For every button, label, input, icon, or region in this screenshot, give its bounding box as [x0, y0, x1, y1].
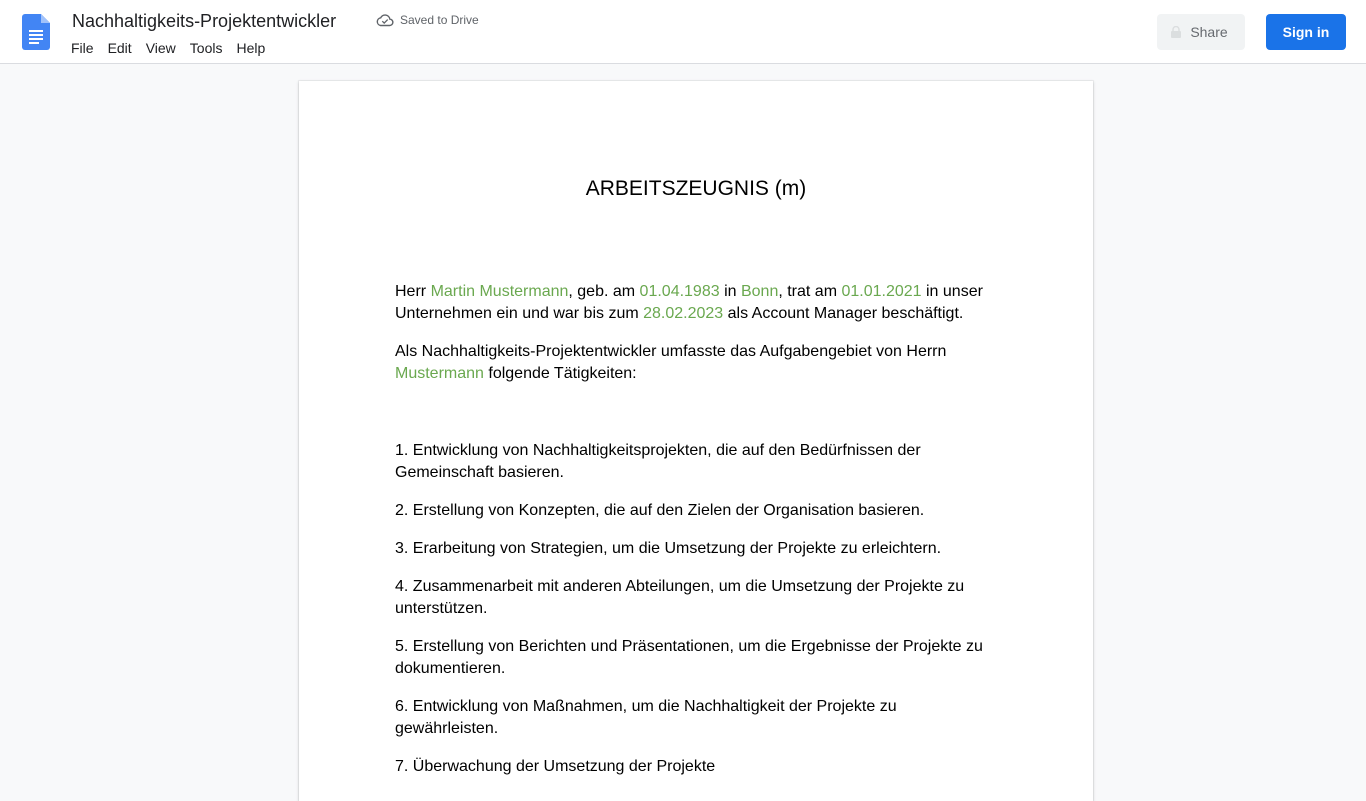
tasks-intro-text: Als Nachhaltigkeits-Projektentwickler umfasste das Aufgabengebiet von Herrn	[395, 343, 947, 360]
end-date: 28.02.2023	[643, 305, 724, 322]
intro-text: in	[719, 283, 741, 300]
task-item-7: 7. Überwachung der Umsetzung der Projekte	[395, 758, 716, 775]
intro-text: in unser Unternehmen ein und war bis zum	[395, 283, 983, 322]
task-item-2: 2. Erstellung von Konzepten, die auf den Zielen der Organisation basieren.	[395, 502, 925, 519]
document-canvas[interactable]	[0, 65, 1366, 775]
intro-text: Herr	[395, 283, 431, 300]
google-docs-icon[interactable]	[22, 14, 50, 50]
task-item-6: 6. Entwicklung von Maßnahmen, um die Nachhaltigkeit der Projekte zu gewährleisten.	[395, 698, 897, 737]
menu-edit[interactable]: Edit	[107, 40, 132, 56]
tasks-intro-text: folgende Tätigkeiten:	[483, 365, 637, 382]
start-date: 01.01.2021	[841, 283, 922, 300]
intro-paragraph	[395, 281, 997, 325]
share-button[interactable]	[1157, 14, 1245, 50]
menu-tools[interactable]: Tools	[189, 40, 223, 56]
document-page[interactable]	[299, 81, 1093, 801]
menu-view[interactable]: View	[145, 40, 176, 56]
menu-file[interactable]: File	[71, 40, 94, 56]
task-item-4: 4. Zusammenarbeit mit anderen Abteilungen, um die Umsetzung der Projekte zu unterstützen.	[395, 578, 965, 617]
menu-bar	[64, 38, 272, 58]
save-status-label: Saved to Drive	[400, 13, 479, 27]
cloud-done-icon	[376, 13, 394, 27]
tasks-intro-paragraph	[395, 341, 997, 385]
employee-name: Martin Mustermann	[430, 283, 569, 300]
document-title[interactable]: Nachhaltigkeits-Projektentwickler	[72, 11, 337, 31]
intro-text: , trat am	[778, 283, 842, 300]
birth-place: Bonn	[740, 283, 779, 300]
lock-icon	[1171, 26, 1181, 38]
task-item-3: 3. Erarbeitung von Strategien, um die Umsetzung der Projekte zu erleichtern.	[395, 540, 942, 557]
save-status[interactable]	[376, 13, 479, 27]
document-heading: ARBEITSZEUGNIS (m)	[585, 177, 807, 200]
task-item-5: 5. Erstellung von Berichten und Präsentationen, um die Ergebnisse der Projekte zu dokumentieren.	[395, 638, 983, 677]
top-bar	[0, 0, 1366, 64]
share-button-label: Share	[1190, 24, 1228, 40]
document-body	[395, 281, 997, 794]
sign-in-button[interactable]: Sign in	[1266, 14, 1346, 50]
menu-help[interactable]: Help	[236, 40, 266, 56]
task-item-1: 1. Entwicklung von Nachhaltigkeitsprojekten, die auf den Bedürfnissen der Gemeinschaft basieren.	[395, 442, 921, 481]
birth-date: 01.04.1983	[639, 283, 720, 300]
intro-text: als Account Manager beschäftigt.	[723, 305, 964, 322]
intro-text: , geb. am	[568, 283, 640, 300]
employee-surname: Mustermann	[395, 365, 484, 382]
